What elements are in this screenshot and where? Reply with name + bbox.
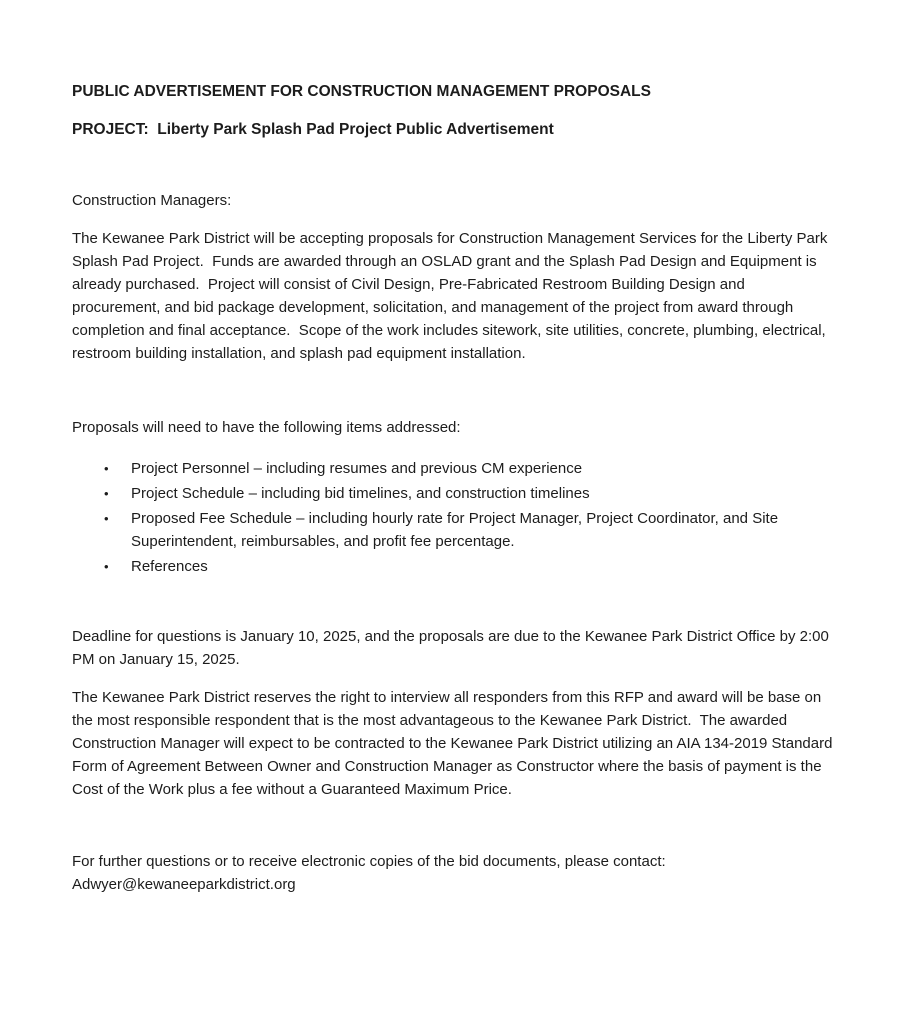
salutation-line: Construction Managers:	[72, 192, 232, 209]
deadline-paragraph: Deadline for questions is January 10, 2025, and the proposals are due to the Kewanee Park District Office by 2:00 PM on January 15, 2025.	[72, 628, 834, 668]
list-item	[104, 457, 806, 480]
bullet-icon: •	[104, 461, 109, 476]
proposal-items-list	[72, 457, 806, 578]
list-item-text: Proposed Fee Schedule – including hourly rate for Project Manager, Project Coordinator, and Site Superintendent, reimbursables, and profit fee percentage.	[131, 510, 783, 550]
intro-paragraph: The Kewanee Park District will be accepting proposals for Construction Management Services for the Liberty Park Splash Pad Project. Funds are awarded through an OSLAD grant and the Splash Pad Design and Equipment is already purchased. Project will consist of Civil Design, Pre-Fabricated Restroom Building Design and procurement, and bid package development, solicitation, and management of the project from award through completion and final acceptance. Scope of the work includes sitework, site utilities, concrete, plumbing, electrical, restroom building installation, and splash pad equipment installation.	[72, 230, 832, 362]
bullet-icon: •	[104, 511, 109, 526]
bullet-icon: •	[104, 559, 109, 574]
list-item	[104, 555, 806, 578]
list-item	[104, 482, 806, 505]
list-item-text: References	[131, 558, 208, 575]
bullet-icon: •	[104, 486, 109, 501]
list-item-text: Project Personnel – including resumes and previous CM experience	[131, 460, 583, 477]
list-item-text: Project Schedule – including bid timelines, and construction timelines	[131, 485, 590, 502]
contact-intro-line: For further questions or to receive electronic copies of the bid documents, please contact:	[72, 853, 666, 870]
list-item	[104, 507, 806, 553]
items-intro-line: Proposals will need to have the following items addressed:	[72, 419, 461, 436]
contact-email: Adwyer@kewaneeparkdistrict.org	[72, 876, 296, 893]
award-terms-paragraph: The Kewanee Park District reserves the right to interview all responders from this RFP and award will be base on the most responsible respondent that is the most advantageous to the Kewanee Park District. The awarded Construction Manager will expect to be contracted to the Kewanee Park District utilizing an AIA 134-2019 Standard Form of Agreement Between Owner and Construction Manager as Constructor where the basis of payment is the Cost of the Work plus a fee without a Guaranteed Maximum Price.	[72, 689, 837, 798]
document-title: PUBLIC ADVERTISEMENT FOR CONSTRUCTION MANAGEMENT PROPOSALS	[72, 83, 651, 100]
project-title-line: PROJECT: Liberty Park Splash Pad Project Public Advertisement	[72, 121, 554, 138]
